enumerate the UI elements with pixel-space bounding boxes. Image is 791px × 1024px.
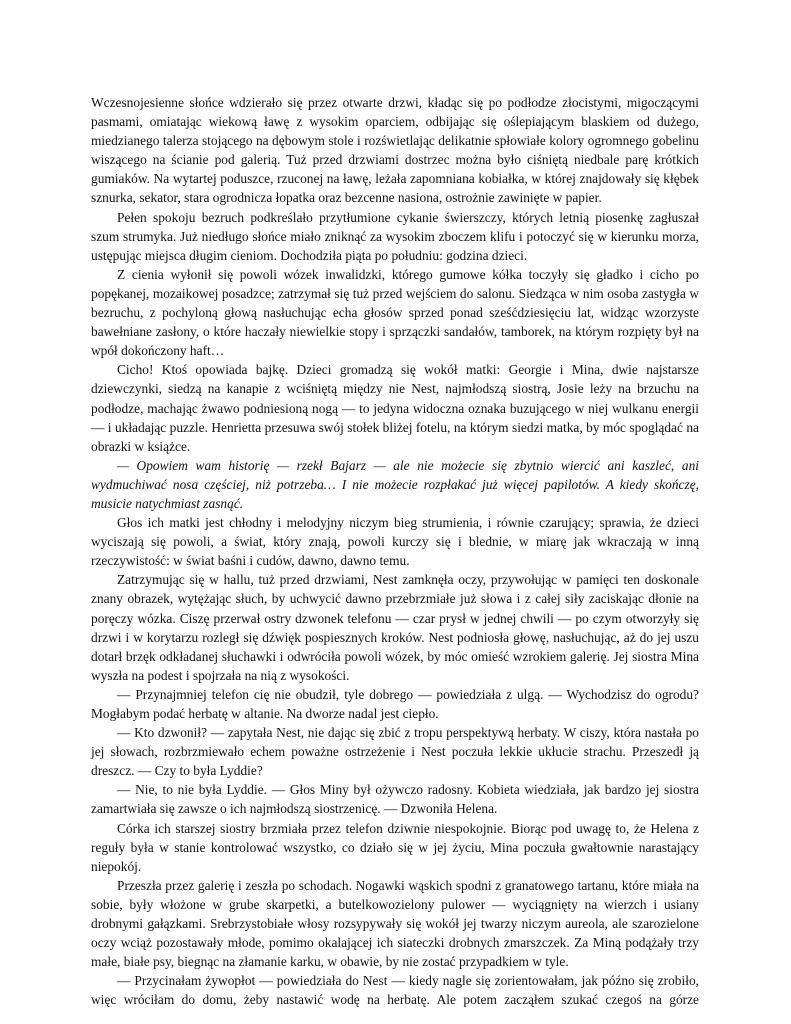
paragraph-3: Z cienia wyłonił się powoli wózek inwalidzki, którego gumowe kółka toczyły się gładko i cicho po popękanej, mozaikowej posadzce; zatrzymał się tuż przed wejściem do salonu. Siedząca w nim osoba zastygła w bezruchu, z pochyloną głową nasłuchując echa głosów sprzed ponad sześćdziesięciu lat, widząc wzorzyste bawełniane zasłony, o które haczały niewielkie stopy i sprzączki sandałów, tamborek, na którym rozpięty był na wpół dokończony haft… [91, 266, 699, 359]
paragraph-1: Wczesnojesienne słońce wdzierało się przez otwarte drzwi, kładąc się po podłodze złocistymi, migoczącymi pasmami, omiatając wiekową ławę z wysokim oparciem, odbijając się oślepiającym blaskiem od dużego, miedzianego talerza stojącego na dębowym stole i rozświetlając delikatnie spłowiałe kolory ogromnego gobelinu wiszącego na ścianie pod galerią. Tuż przed drzwiami dostrzec można było ciśniętą niedbale parę krótkich gumiaków. Na wytartej poduszce, rzuconej na ławę, leżała zapomniana kobiałka, w której znajdowały się kłębek sznurka, sekator, stara ogrodnicza łopatka oraz bezcenne nasiona, ostrożnie zawinięte w papier. [91, 95, 699, 206]
paragraph-12: Przeszła przez galerię i zeszła po schodach. Nogawki wąskich spodni z granatowego tartanu, które miała na sobie, były włożone w grube skarpetki, a butelkowozielony pulower — wyciągnięty na wierzch i usiany drobnymi gałązkami. Srebrzystobiałe włosy rozsypywały się wokół jej twarzy niczym aureola, ale szarozielone oczy wciąż pozostawały młode, pomimo okalającej ich siateczki drobnych zmarszczek. Za Miną podążały trzy małe, białe psy, biegnąc na złamanie karku, w obawie, by nie zostać przypadkiem w tyle. [91, 877, 699, 970]
paragraph-11: Córka ich starszej siostry brzmiała przez telefon dziwnie niespokojnie. Biorąc pod uwagę to, że Helena z reguły była w stanie kontrolować wszystko, co działo się w jej życiu, Mina poczuła gwałtownie narastający niepokój. [91, 820, 699, 874]
document-page [91, 93, 699, 1010]
paragraph-9: — Kto dzwonił? — zapytała Nest, nie dając się zbić z tropu perspektywą herbaty. W ciszy, która nastała po jej słowach, rozbrzmiewało echem poważne ostrzeżenie i Nest poczuła lekkie ukłucie strachu. Przeszedł ją dreszcz. — Czy to była Lyddie? [91, 725, 699, 779]
paragraph-7: Zatrzymując się w hallu, tuż przed drzwiami, Nest zamknęła oczy, przywołując w pamięci ten doskonale znany obrazek, wytężając słuch, by uchwycić dawno przebrzmiałe już słowa i z całej siły zaciskając dłonie na poręczy wózka. Ciszę przerwał ostry dzwonek telefonu — czar prysł w jednej chwili — po czym otworzyły się drzwi i w korytarzu rozległ się dźwięk pospiesznych kroków. Nest podniosła głowę, nasłuchując, aż do jej uszu dotarł brzęk odkładanej słuchawki i odwróciła powoli wózek, by móc omieść wzrokiem galerię. Jej siostra Mina wyszła na podest i spojrzała na nią z wysokości. [91, 572, 699, 683]
paragraph-4: Cicho! Ktoś opowiada bajkę. Dzieci gromadzą się wokół matki: Georgie i Mina, dwie najstarsze dziewczynki, siedzą na kanapie z wciśniętą między nie Nest, najmłodszą siostrą, Josie leży na brzuchu na podłodze, machając żwawo podniesioną nogą — to jedyna widoczna oznaka buzującego w niej wulkanu energii — i układając puzzle. Henrietta przesuwa swój stołek bliżej fotelu, na którym siedzi matka, by móc spoglądać na obrazki w książce. [91, 362, 699, 454]
paragraph-5-italic-quote: — Opowiem wam historię — rzekł Bajarz — ale nie możecie się zbytnio wiercić ani kaszleć, ani wydmuchiwać nosa częściej, niż potrzeba… I nie możecie rozpłakać już więcej papilotów. A kiedy skończę, musicie natychmiast zasnąć. [91, 457, 699, 511]
paragraph-2: Pełen spokoju bezruch podkreślało przytłumione cykanie świerszczy, których letnią piosenkę zagłuszał szum strumyka. Już niedługo słońce miało zniknąć za wysokim zboczem klifu i potoczyć się w kierunku morza, ustępując miejsca długim cieniom. Dochodziła piąta po południu: godzina dzieci. [91, 209, 699, 263]
paragraph-13: — Przycinałam żywopłot — powiedziała do Nest — kiedy nagle się zorientowałam, jak późno się zrobiło, więc wróciłam do domu, żeby nastawić wodę na herbatę. Ale potem zacząłem szukać czegoś na górze [91, 973, 699, 1008]
paragraph-6: Głos ich matki jest chłodny i melodyjny niczym bieg strumienia, i równie czarujący; sprawia, że dzieci wyciszają się powoli, a świat, który znają, powoli kurczy się i blednie, w miarę jak wkraczają w inną rzeczywistość: w świat baśni i cudów, dawno, dawno temu. [91, 515, 699, 569]
paragraph-10: — Nie, to nie była Lyddie. — Głos Miny był ożywczo radosny. Kobieta wiedziała, jak bardzo jej siostra zamartwiała się zawsze o ich najmłodszą siostrzenicę. — Dzwoniła Helena. [91, 782, 699, 817]
paragraph-8: — Przynajmniej telefon cię nie obudził, tyle dobrego — powiedziała z ulgą. — Wychodzisz do ogrodu? Mogłabym podać herbatę w altanie. Na dworze nadal jest ciepło. [91, 686, 699, 721]
